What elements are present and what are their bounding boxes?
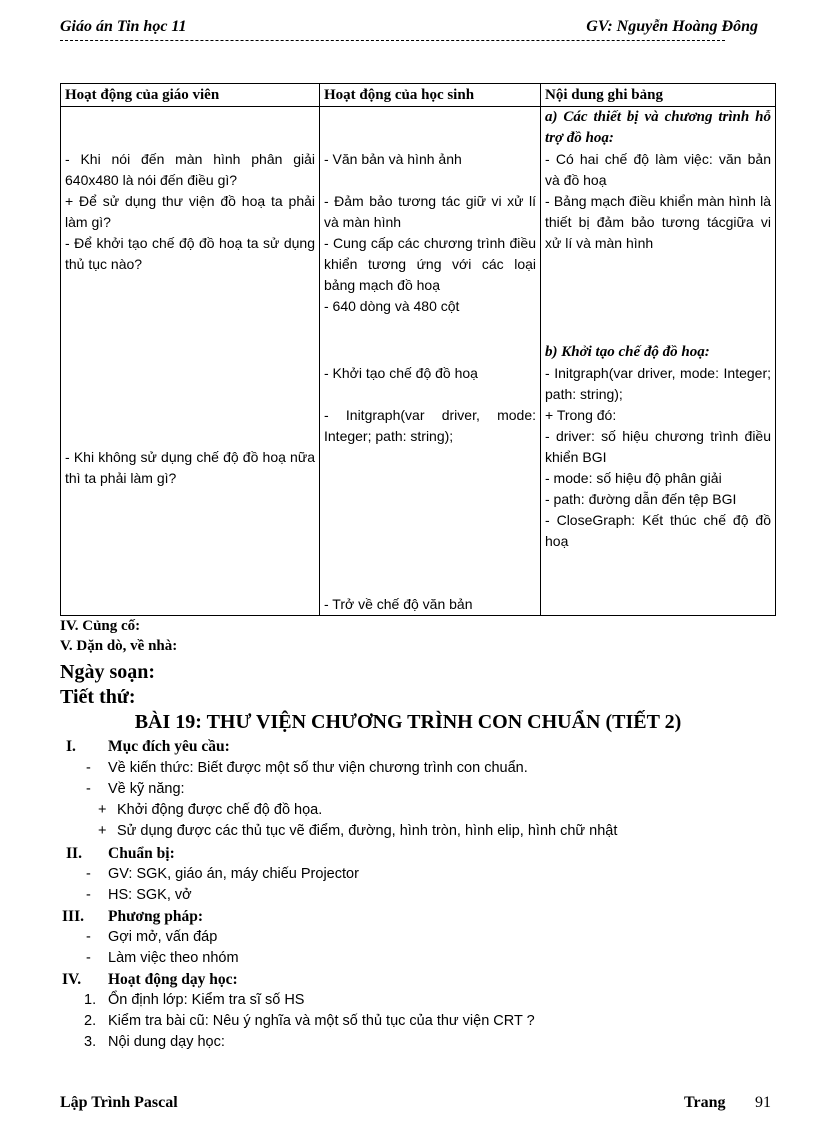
col-header-teacher: Hoạt động của giáo viên bbox=[61, 84, 320, 107]
student-a4: - 640 dòng và 480 cột bbox=[324, 298, 460, 314]
footer-left: Lập Trình Pascal bbox=[60, 1094, 178, 1111]
table-header-row bbox=[61, 84, 776, 107]
student-a6: - Initgraph(var driver, mode: Integer; path: string); bbox=[324, 407, 536, 444]
section-1-title: Mục đích yêu cầu: bbox=[108, 738, 230, 755]
section-2-number: II. bbox=[66, 845, 82, 862]
col-header-content: Nội dung ghi bảng bbox=[541, 84, 776, 107]
section-3-item-2: Làm việc theo nhóm bbox=[108, 950, 239, 966]
student-a3: - Cung cấp các chương trình điều khiển tương ứng với các loại bảng mạch đồ hoạ bbox=[324, 235, 536, 293]
list-number: 2. bbox=[84, 1013, 97, 1029]
section-4-item-3: Nội dung dạy học: bbox=[108, 1034, 225, 1050]
section-3-item-1: Gợi mở, vấn đáp bbox=[108, 929, 218, 945]
content-b-line1: - Initgraph(var driver, mode: Integer; path: string); bbox=[545, 365, 771, 402]
student-a7: - Trở về chế độ văn bản bbox=[324, 596, 473, 612]
section-4-title: Hoạt động dạy học: bbox=[108, 971, 238, 988]
section-2-item-2: HS: SGK, vở bbox=[108, 887, 192, 903]
section-4-item-2: Kiểm tra bài cũ: Nêu ý nghĩa và một số thủ tục của thư viện CRT ? bbox=[108, 1013, 535, 1029]
teacher-q4: - Khi không sử dụng chế độ đồ hoạ nữa thì ta phải làm gì? bbox=[65, 449, 315, 486]
content-b-line3: - driver: số hiệu chương trình điều khiển BGI bbox=[545, 428, 771, 465]
student-a5: - Khởi tạo chế độ đồ hoạ bbox=[324, 365, 478, 381]
student-a1: - Văn bản và hình ảnh bbox=[324, 151, 462, 167]
bullet-plus: + bbox=[98, 823, 107, 839]
content-b-line6: - CloseGraph: Kết thúc chế độ đồ hoạ bbox=[545, 512, 771, 549]
bullet-dash: - bbox=[86, 887, 91, 903]
bullet-dash: - bbox=[86, 781, 91, 797]
list-number: 1. bbox=[84, 992, 97, 1008]
teacher-q1: - Khi nói đến màn hình phân giải 640x480 là nói đến điều gì? bbox=[65, 151, 315, 188]
cung-co-heading: IV. Củng cố: bbox=[60, 618, 141, 634]
section-3-number: III. bbox=[62, 908, 84, 925]
section-1-sub-2: Sử dụng được các thủ tục vẽ điểm, đường, hình tròn, hình elip, hình chữ nhật bbox=[117, 823, 618, 839]
section-1-number: I. bbox=[66, 738, 76, 755]
content-cell bbox=[541, 107, 776, 616]
header-right: GV: Nguyễn Hoàng Đông bbox=[586, 18, 758, 35]
content-a-line1: - Có hai chế độ làm việc: văn bản và đồ hoạ bbox=[545, 151, 771, 188]
lesson-table bbox=[60, 83, 776, 616]
col-header-student: Hoạt động của học sinh bbox=[320, 84, 541, 107]
content-b-title: b) Khởi tạo chế độ đồ hoạ: bbox=[545, 344, 710, 360]
bullet-dash: - bbox=[86, 950, 91, 966]
header-left: Giáo án Tin học 11 bbox=[60, 18, 187, 35]
student-cell bbox=[320, 107, 541, 616]
content-a-line2: - Bảng mạch điều khiển màn hình là thiết bị đảm bảo tương tácgiữa vi xử lí và màn hình bbox=[545, 193, 771, 251]
student-a2: - Đảm bảo tương tác giữ vi xử lí và màn hình bbox=[324, 193, 536, 230]
content-b-line4: - mode: số hiệu độ phân giải bbox=[545, 470, 722, 486]
section-1-item-2: Về kỹ năng: bbox=[108, 781, 185, 797]
footer-page-label: Trang bbox=[684, 1094, 726, 1111]
dan-do-heading: V. Dặn dò, về nhà: bbox=[60, 638, 178, 654]
section-4-number: IV. bbox=[62, 971, 82, 988]
content-b-line2: + Trong đó: bbox=[545, 407, 617, 423]
bullet-dash: - bbox=[86, 866, 91, 882]
bullet-dash: - bbox=[86, 929, 91, 945]
section-2-title: Chuẩn bị: bbox=[108, 845, 175, 862]
bullet-plus: + bbox=[98, 802, 107, 818]
section-1-sub-1: Khởi động được chế độ đồ họa. bbox=[117, 802, 323, 818]
header-divider bbox=[60, 40, 725, 41]
section-4-item-1: Ổn định lớp: Kiểm tra sĩ số HS bbox=[108, 992, 305, 1008]
table-body-row bbox=[61, 107, 776, 616]
section-1-item-1: Về kiến thức: Biết được một số thư viện chương trình con chuẩn. bbox=[108, 760, 528, 776]
teacher-q2: + Để sử dụng thư viện đồ hoạ ta phải làm gì? bbox=[65, 193, 315, 230]
lesson-title: BÀI 19: THƯ VIỆN CHƯƠNG TRÌNH CON CHUẨN (TIẾT 2) bbox=[134, 711, 682, 733]
footer-page-number: 91 bbox=[755, 1094, 771, 1111]
ngay-soan-label: Ngày soạn: bbox=[60, 661, 156, 683]
list-number: 3. bbox=[84, 1034, 97, 1050]
content-a-title: a) Các thiết bị và chương trình hỗ trợ đồ hoạ: bbox=[545, 109, 771, 146]
teacher-cell bbox=[61, 107, 320, 616]
teacher-q3: - Để khởi tạo chế độ đồ hoạ ta sử dụng thủ tục nào? bbox=[65, 235, 315, 272]
section-2-item-1: GV: SGK, giáo án, máy chiếu Projector bbox=[108, 866, 359, 882]
content-b-line5: - path: đường dẫn đến tệp BGI bbox=[545, 491, 737, 507]
tiet-thu-label: Tiết thứ: bbox=[60, 686, 136, 708]
section-3-title: Phương pháp: bbox=[108, 908, 203, 925]
bullet-dash: - bbox=[86, 760, 91, 776]
